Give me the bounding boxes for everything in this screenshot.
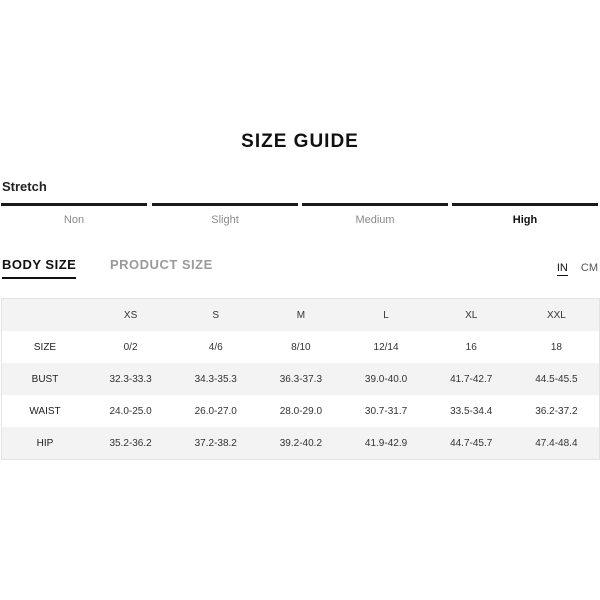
- table-header-cell: S: [173, 299, 258, 331]
- unit-toggle: [547, 262, 598, 276]
- row-label: SIZE: [33, 341, 57, 353]
- table-cell: 8/10: [291, 341, 311, 353]
- table-cell: 4/6: [208, 341, 223, 353]
- stretch-level-bar: [152, 203, 298, 206]
- stretch-level-slight: [152, 203, 298, 233]
- stretch-level-non: [1, 203, 147, 233]
- table-cell: 47.4-48.4: [514, 427, 599, 459]
- table-header-cell: XXL: [514, 299, 599, 331]
- page-title: SIZE GUIDE: [241, 131, 359, 152]
- size-tabs: [0, 257, 600, 285]
- table-cell: 28.0-29.0: [279, 405, 323, 417]
- table-cell: 39.2-40.2: [258, 427, 343, 459]
- table-cell: 44.5-45.5: [514, 363, 599, 395]
- table-cell: 16: [465, 341, 477, 353]
- stretch-level-bar: [452, 203, 598, 206]
- table-cell: 30.7-31.7: [364, 405, 408, 417]
- table-cell: 35.2-36.2: [88, 427, 173, 459]
- stretch-level-bar: [1, 203, 147, 206]
- table-cell: 33.5-34.4: [450, 405, 493, 417]
- stretch-level-label: Slight: [211, 214, 239, 226]
- table-header-cell: [2, 299, 88, 331]
- stretch-level-label: Non: [63, 214, 85, 226]
- table-cell: 18: [550, 341, 562, 353]
- row-label: HIP: [2, 427, 88, 459]
- stretch-scale: [0, 203, 600, 233]
- stretch-level-medium: [302, 203, 448, 233]
- row-label: BUST: [2, 363, 88, 395]
- table-cell: 39.0-40.0: [343, 363, 428, 395]
- table-row: [2, 331, 599, 363]
- table-cell: 44.7-45.7: [429, 427, 514, 459]
- table-cell: 34.3-35.3: [173, 363, 258, 395]
- tab-product-size[interactable]: PRODUCT SIZE: [110, 257, 213, 272]
- unit-cm-button[interactable]: CM: [580, 262, 598, 274]
- table-row: [2, 395, 599, 427]
- stretch-level-label: Medium: [355, 214, 395, 226]
- stretch-label: Stretch: [2, 179, 47, 194]
- table-header-cell: M: [258, 299, 343, 331]
- stretch-level-high: [452, 203, 598, 233]
- stretch-level-label: High: [512, 214, 538, 226]
- table-cell: 41.7-42.7: [429, 363, 514, 395]
- table-cell: 36.3-37.3: [258, 363, 343, 395]
- table-cell: 36.2-37.2: [535, 405, 578, 417]
- table-cell: 12/14: [373, 341, 399, 353]
- unit-in-button[interactable]: IN: [556, 262, 568, 274]
- table-cell: 32.3-33.3: [88, 363, 173, 395]
- table-header-cell: XS: [88, 299, 173, 331]
- table-row: [2, 427, 599, 459]
- table-header-row: [2, 299, 599, 331]
- table-cell: 37.2-38.2: [173, 427, 258, 459]
- table-row: [2, 363, 599, 395]
- row-label: WAIST: [29, 405, 61, 417]
- table-cell: 0/2: [123, 341, 138, 353]
- table-cell: 26.0-27.0: [194, 405, 237, 417]
- table-cell: 41.9-42.9: [343, 427, 428, 459]
- size-table: [1, 298, 600, 460]
- table-header-cell: L: [343, 299, 428, 331]
- table-header-cell: XL: [429, 299, 514, 331]
- table-cell: 24.0-25.0: [109, 405, 152, 417]
- tab-body-size[interactable]: BODY SIZE: [2, 257, 76, 279]
- stretch-level-bar: [302, 203, 448, 206]
